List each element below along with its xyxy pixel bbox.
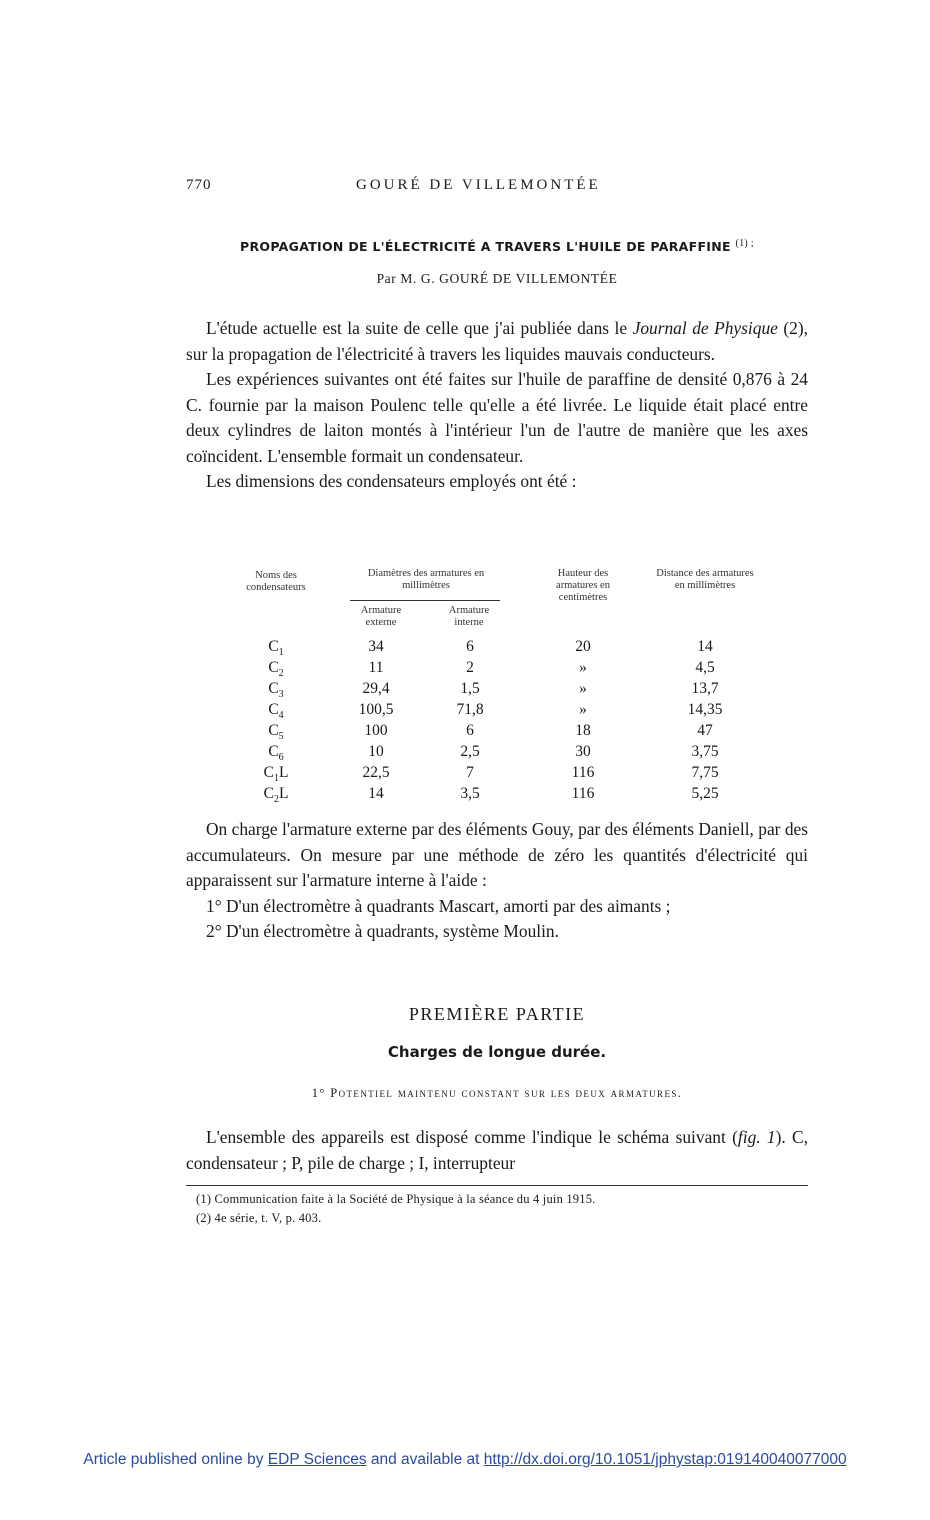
footnote-2: (2) 4e série, t. V, p. 403. [196,1211,322,1225]
cell-name [246,638,306,658]
cell-external: 29,4 [362,680,390,697]
footnote-rule [186,1185,808,1186]
table-row [186,764,808,785]
paragraph-1 [186,316,808,367]
part-heading: PREMIÈRE PARTIE [408,1004,586,1024]
cell-name [246,743,306,763]
cell-external: 100 [364,722,388,739]
cell-internal: 2,5 [460,743,480,760]
cell-external: 34 [368,638,384,655]
name-suffix: L [278,764,289,781]
cell-name [246,722,306,742]
cell-internal: 3,5 [460,785,480,802]
cell-height: 20 [575,638,591,655]
cell-height: 30 [575,743,591,760]
name-suffix: L [278,785,289,802]
name-letter: C [268,701,279,718]
paragraph-1-start: L'étude actuelle est la suite de celle que j'ai publiée dans le [206,318,633,338]
col-header-internal: Armature interne [448,605,490,628]
name-index: 1 [273,773,279,785]
cell-name [246,764,306,784]
doi-link[interactable]: http://dx.doi.org/10.1051/jphystap:019140040077000 [483,1451,847,1468]
diameters-rule [350,600,500,601]
section-subtitle: Charges de longue durée. [387,1043,607,1061]
running-title: GOURÉ DE VILLEMONTÉE [356,177,601,193]
name-letter: C [268,638,279,655]
cell-name [246,659,306,679]
cell-distance: 14 [697,638,713,655]
subsection-heading: 1° Potentiel maintenu constant sur les deux armatures. [311,1086,683,1100]
table-row [186,680,808,701]
table-row [186,722,808,743]
cell-distance: 13,7 [691,680,719,697]
name-index: 5 [278,731,284,743]
cell-name [246,785,306,805]
cell-external: 10 [368,743,384,760]
table-row [186,743,808,764]
table-row [186,701,808,722]
setup-text [186,1125,808,1176]
title-footnote-ref: (1) ; [735,238,754,249]
col-header-distance: Distance des armatures en millimètres [656,568,754,591]
cell-distance: 4,5 [695,659,715,676]
running-header [186,177,808,199]
name-index: 4 [278,710,284,722]
cell-height: » [579,659,587,676]
cell-height: 116 [571,764,595,781]
paragraph-4: On charge l'armature externe par des éléments Gouy, par des éléments Daniell, par des accumulateurs. On mesure par une méthode de zéro les quantités d'électricité qui apparaissent sur l'armature interne à l'aide : [186,819,808,890]
credit-prefix: Article published online by [83,1451,268,1468]
intro-text [186,316,808,495]
name-letter: C [263,764,274,781]
name-letter: C [268,722,279,739]
paragraph-3: Les dimensions des condensateurs employés ont été : [206,471,577,491]
col-header-diameters: Diamètres des armatures en millimètres [367,568,485,591]
cell-internal: 7 [466,764,474,781]
col-header-height: Hauteur des armatures en centimètres [556,568,610,603]
col-header-external: Armature externe [360,605,402,628]
table-row [186,785,808,806]
paragraph-5 [186,1125,808,1176]
name-index: 6 [278,752,284,764]
paragraph-5-start: L'ensemble des appareils est disposé comme l'indique le schéma suivant ( [206,1127,738,1147]
paragraph-5-end: ). C, condensateur ; P, pile de charge ; I, interrupteur [186,1127,808,1173]
cell-internal: 1,5 [460,680,480,697]
table-row [186,638,808,659]
list-item-2: 2° D'un électromètre à quadrants, système Moulin. [206,921,559,941]
publisher-credit [0,1451,930,1469]
cell-internal: 71,8 [456,701,484,718]
paragraph-1-end: (2), sur la propagation de l'électricité à travers les liquides mauvais conducteurs. [186,318,808,364]
name-index: 3 [278,689,284,701]
name-index: 1 [278,647,284,659]
cell-height: 116 [571,785,595,802]
cell-height: » [579,701,587,718]
name-letter: C [268,743,279,760]
cell-internal: 6 [466,638,474,655]
figure-ref: fig. 1 [737,1127,776,1147]
cell-external: 14 [368,785,384,802]
cell-internal: 6 [466,722,474,739]
cell-name [246,701,306,721]
publisher-link[interactable]: EDP Sciences [267,1451,367,1468]
cell-internal: 2 [466,659,474,676]
page-number: 770 [186,177,212,193]
journal-name: Journal de Physique [632,318,778,338]
methods-text [186,817,808,945]
list-item-1: 1° D'un électromètre à quadrants Mascart, amorti par des aimants ; [206,895,671,916]
credit-middle: and available at [366,1451,484,1468]
paragraph-2: Les expériences suivantes ont été faites sur l'huile de paraffine de densité 0,876 à 24 C. fournie par la maison Poulenc telle qu'elle a été livrée. Le liquide était placé entre deux cylindres de laiton montés à l'intérieur l'un de l'autre de manière que les axes coïncident. L'ensemble formait un condensateur. [186,369,808,466]
cell-distance: 47 [697,722,713,739]
cell-name [246,680,306,700]
cell-height: 18 [575,722,591,739]
article-title [186,238,808,254]
name-index: 2 [273,794,279,806]
table-row [186,659,808,680]
author-byline: Par M. G. GOURÉ DE VILLEMONTÉE [376,271,618,286]
name-letter: C [268,680,279,697]
name-index: 2 [278,668,284,680]
name-letter: C [263,785,274,802]
article-title-text: PROPAGATION DE L'ÉLECTRICITÉ A TRAVERS L'HUILE DE PARAFFINE [240,239,731,255]
cell-distance: 14,35 [687,701,723,718]
footnote-1: (1) Communication faite à la Société de Physique à la séance du 4 juin 1915. [196,1192,596,1206]
cell-external: 22,5 [362,764,390,781]
cell-external: 100,5 [358,701,394,718]
col-header-names: Noms des condensateurs [246,570,306,593]
name-letter: C [268,659,279,676]
cell-height: » [579,680,587,697]
cell-external: 11 [368,659,384,676]
cell-distance: 7,75 [691,764,719,781]
cell-distance: 5,25 [691,785,719,802]
cell-distance: 3,75 [691,743,719,760]
